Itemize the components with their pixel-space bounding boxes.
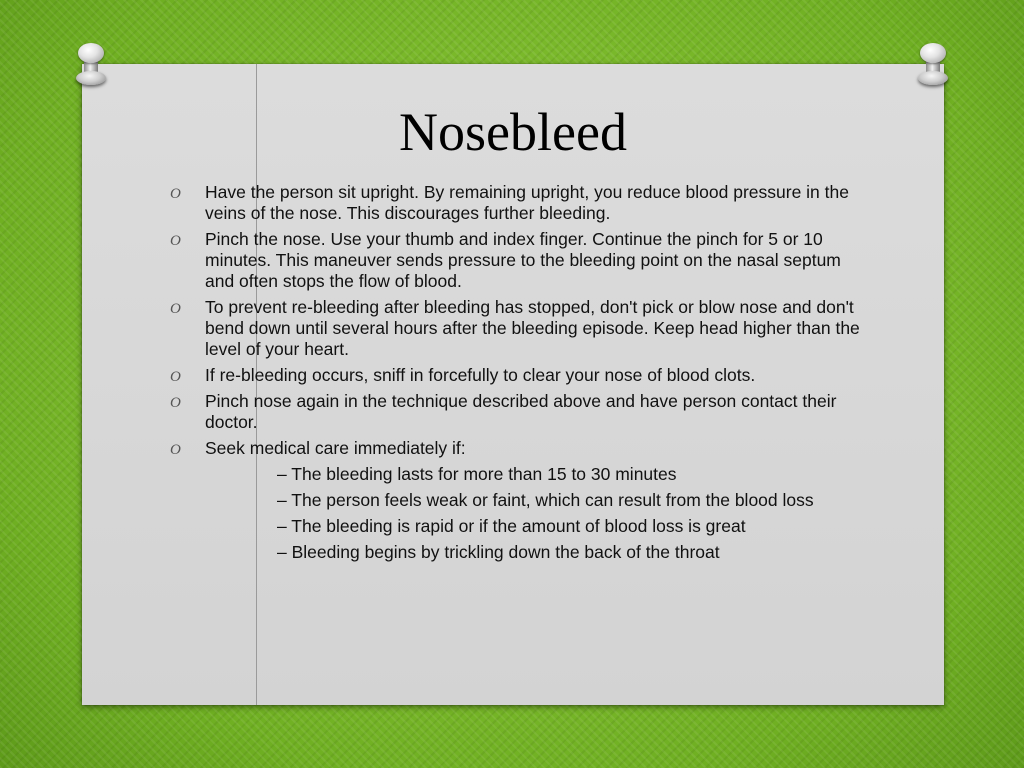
bullet-item (170, 438, 860, 459)
sub-item: – Bleeding begins by trickling down the back of the throat (277, 542, 720, 562)
sub-item: – The bleeding is rapid or if the amount of blood loss is great (277, 516, 746, 536)
bullet-icon: O (170, 233, 181, 249)
slide-title: Nosebleed (399, 102, 627, 162)
pushpin-left-icon (75, 43, 107, 87)
bullet-text: Pinch the nose. Use your thumb and index finger. Continue the pinch for 5 or 10 minutes. This maneuver sends pressure to the bleeding point on the nasal septum and often stops the flow of blood. (205, 229, 841, 291)
bullet-item (170, 229, 860, 292)
bullet-icon: O (170, 395, 181, 411)
bullet-icon: O (170, 186, 181, 202)
bullet-text: Seek medical care immediately if: (205, 438, 466, 458)
bullet-item (170, 297, 860, 360)
bullet-item (170, 365, 860, 386)
bullet-icon: O (170, 369, 181, 385)
bullet-item (170, 391, 860, 433)
sub-item: – The bleeding lasts for more than 15 to 30 minutes (277, 464, 677, 484)
bullet-icon: O (170, 301, 181, 317)
bullet-text: To prevent re-bleeding after bleeding has stopped, don't pick or blow nose and don't bend down until several hours after the bleeding episode. Keep head higher than the level of your heart. (205, 297, 860, 359)
sub-item: – The person feels weak or faint, which can result from the blood loss (277, 490, 814, 510)
bullet-text: If re-bleeding occurs, sniff in forcefully to clear your nose of blood clots. (205, 365, 756, 385)
bullet-item (170, 182, 860, 224)
bullet-text: Pinch nose again in the technique described above and have person contact their doctor. (205, 391, 837, 432)
slide-body (170, 182, 860, 568)
pushpin-right-icon (917, 43, 949, 87)
bullet-icon: O (170, 442, 181, 458)
bullet-text: Have the person sit upright. By remaining upright, you reduce blood pressure in the veins of the nose. This discourages further bleeding. (205, 182, 849, 223)
